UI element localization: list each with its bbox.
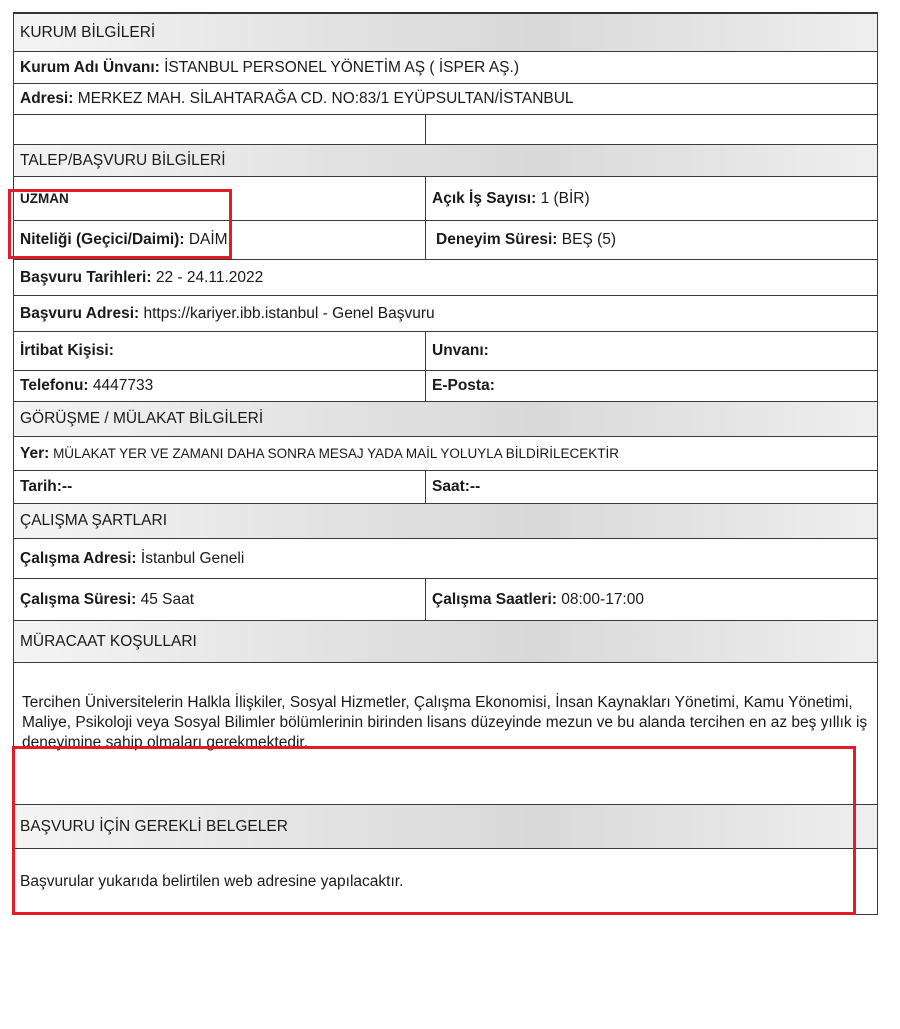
experience-label: Deneyim Süresi: [436,231,558,248]
work-address-value: İstanbul Geneli [136,549,245,567]
gorusme-section-header [13,402,878,437]
kurum-address-cell [14,84,877,114]
kurum-section-header [13,14,878,52]
email-cell [426,371,877,401]
contact-cell [14,332,426,370]
experience-value: BEŞ (5) [557,231,617,248]
open-jobs-value: 1 (BİR) [536,189,590,207]
muracaat-section-header [13,621,878,663]
nature-cell [14,221,426,259]
interview-date-row [13,471,878,504]
dates-row [13,260,878,296]
belgeler-header-text: BAŞVURU İÇİN GEREKLİ BELGELER [20,817,288,835]
experience-cell [426,221,877,259]
title-label: Unvanı: [432,342,489,359]
kurum-header-text: KURUM BİLGİLERİ [20,23,156,41]
belgeler-body-row [13,849,878,915]
apply-address-cell [14,296,877,331]
phone-label: Telefonu: [20,377,89,394]
interview-date-cell [14,471,426,503]
dates-label: Başvuru Tarihleri: [20,268,152,286]
contact-label: İrtibat Kişisi: [20,342,114,359]
muracaat-body-row [13,663,878,805]
work-duration-cell [14,579,426,620]
job-posting-form [13,12,878,915]
kurum-name-value: İSTANBUL PERSONEL YÖNETİM AŞ ( İSPER AŞ.) [159,58,519,76]
interview-time-label: Saat:-- [432,478,481,495]
interview-place-cell [14,437,877,470]
kurum-address-value: MERKEZ MAH. SİLAHTARAĞA CD. NO:83/1 EYÜPSULTAN/İSTANBUL [73,90,574,107]
nature-row [13,221,878,260]
work-hours-cell [426,579,877,620]
talep-header-text: TALEP/BAŞVURU BİLGİLERİ [20,151,226,169]
nature-value: DAİMİ [184,231,232,248]
apply-address-row [13,296,878,332]
position-value: UZMAN [20,191,69,206]
title-cell [426,332,877,370]
work-address-cell [14,539,877,578]
open-jobs-cell [426,177,877,220]
phone-value: 4447733 [88,377,154,394]
belgeler-section-header [13,805,878,849]
gorusme-header-text: GÖRÜŞME / MÜLAKAT BİLGİLERİ [20,410,264,427]
work-duration-label: Çalışma Süresi: [20,590,137,608]
empty-row [13,115,878,145]
work-hours-value: 08:00-17:00 [556,590,644,608]
interview-date-label: Tarih:-- [20,478,73,495]
position-row [13,177,878,221]
interview-time-cell [426,471,877,503]
talep-section-header [13,145,878,177]
kurum-address-label: Adresi: [20,90,74,107]
work-hours-label: Çalışma Saatleri: [432,590,557,608]
belgeler-text: Başvurular yukarıda belirtilen web adresine yapılacaktır. [20,872,404,890]
dates-value: 22 - 24.11.2022 [151,268,264,286]
nature-label: Niteliği (Geçici/Daimi): [20,231,185,248]
empty-cell-right [426,115,877,144]
open-jobs-label: Açık İş Sayısı: [432,189,537,207]
kurum-name-cell [14,52,877,83]
interview-place-label: Yer: [20,444,50,462]
phone-row [13,371,878,402]
apply-address-value: https://kariyer.ibb.istanbul - Genel Başvuru [139,304,435,322]
position-cell [14,177,426,220]
apply-address-label: Başvuru Adresi: [20,304,140,322]
calisma-section-header [13,504,878,539]
calisma-header-text: ÇALIŞMA ŞARTLARI [20,512,168,529]
kurum-name-row [13,52,878,84]
muracaat-header-text: MÜRACAAT KOŞULLARI [20,632,197,650]
work-address-row [13,539,878,579]
email-label: E-Posta: [432,377,495,394]
kurum-address-row [13,84,878,115]
dates-cell [14,260,877,295]
kurum-name-label: Kurum Adı Ünvanı: [20,58,160,76]
empty-cell-left [14,115,426,144]
contact-row [13,332,878,371]
interview-place-row [13,437,878,471]
phone-cell [14,371,426,401]
muracaat-text: Tercihen Üniversitelerin Halkla İlişkiler, Sosyal Hizmetler, Çalışma Ekonomisi, İnsan Kaynakları Yönetimi, Kamu Yönetimi, Maliye, Psikoloji veya Sosyal Bilimler bölümlerinin birinden lisans düzeyinde mezun ve bu alanda tercihen en az beş yıllık iş deneyimine sahip olmaları gerekmektedir. [22,694,868,751]
work-duration-value: 45 Saat [136,590,195,608]
interview-place-value: MÜLAKAT YER VE ZAMANI DAHA SONRA MESAJ YADA MAİL YOLUYLA BİLDİRİLECEKTİR [49,446,619,461]
work-address-label: Çalışma Adresi: [20,549,137,567]
work-duration-row [13,579,878,621]
